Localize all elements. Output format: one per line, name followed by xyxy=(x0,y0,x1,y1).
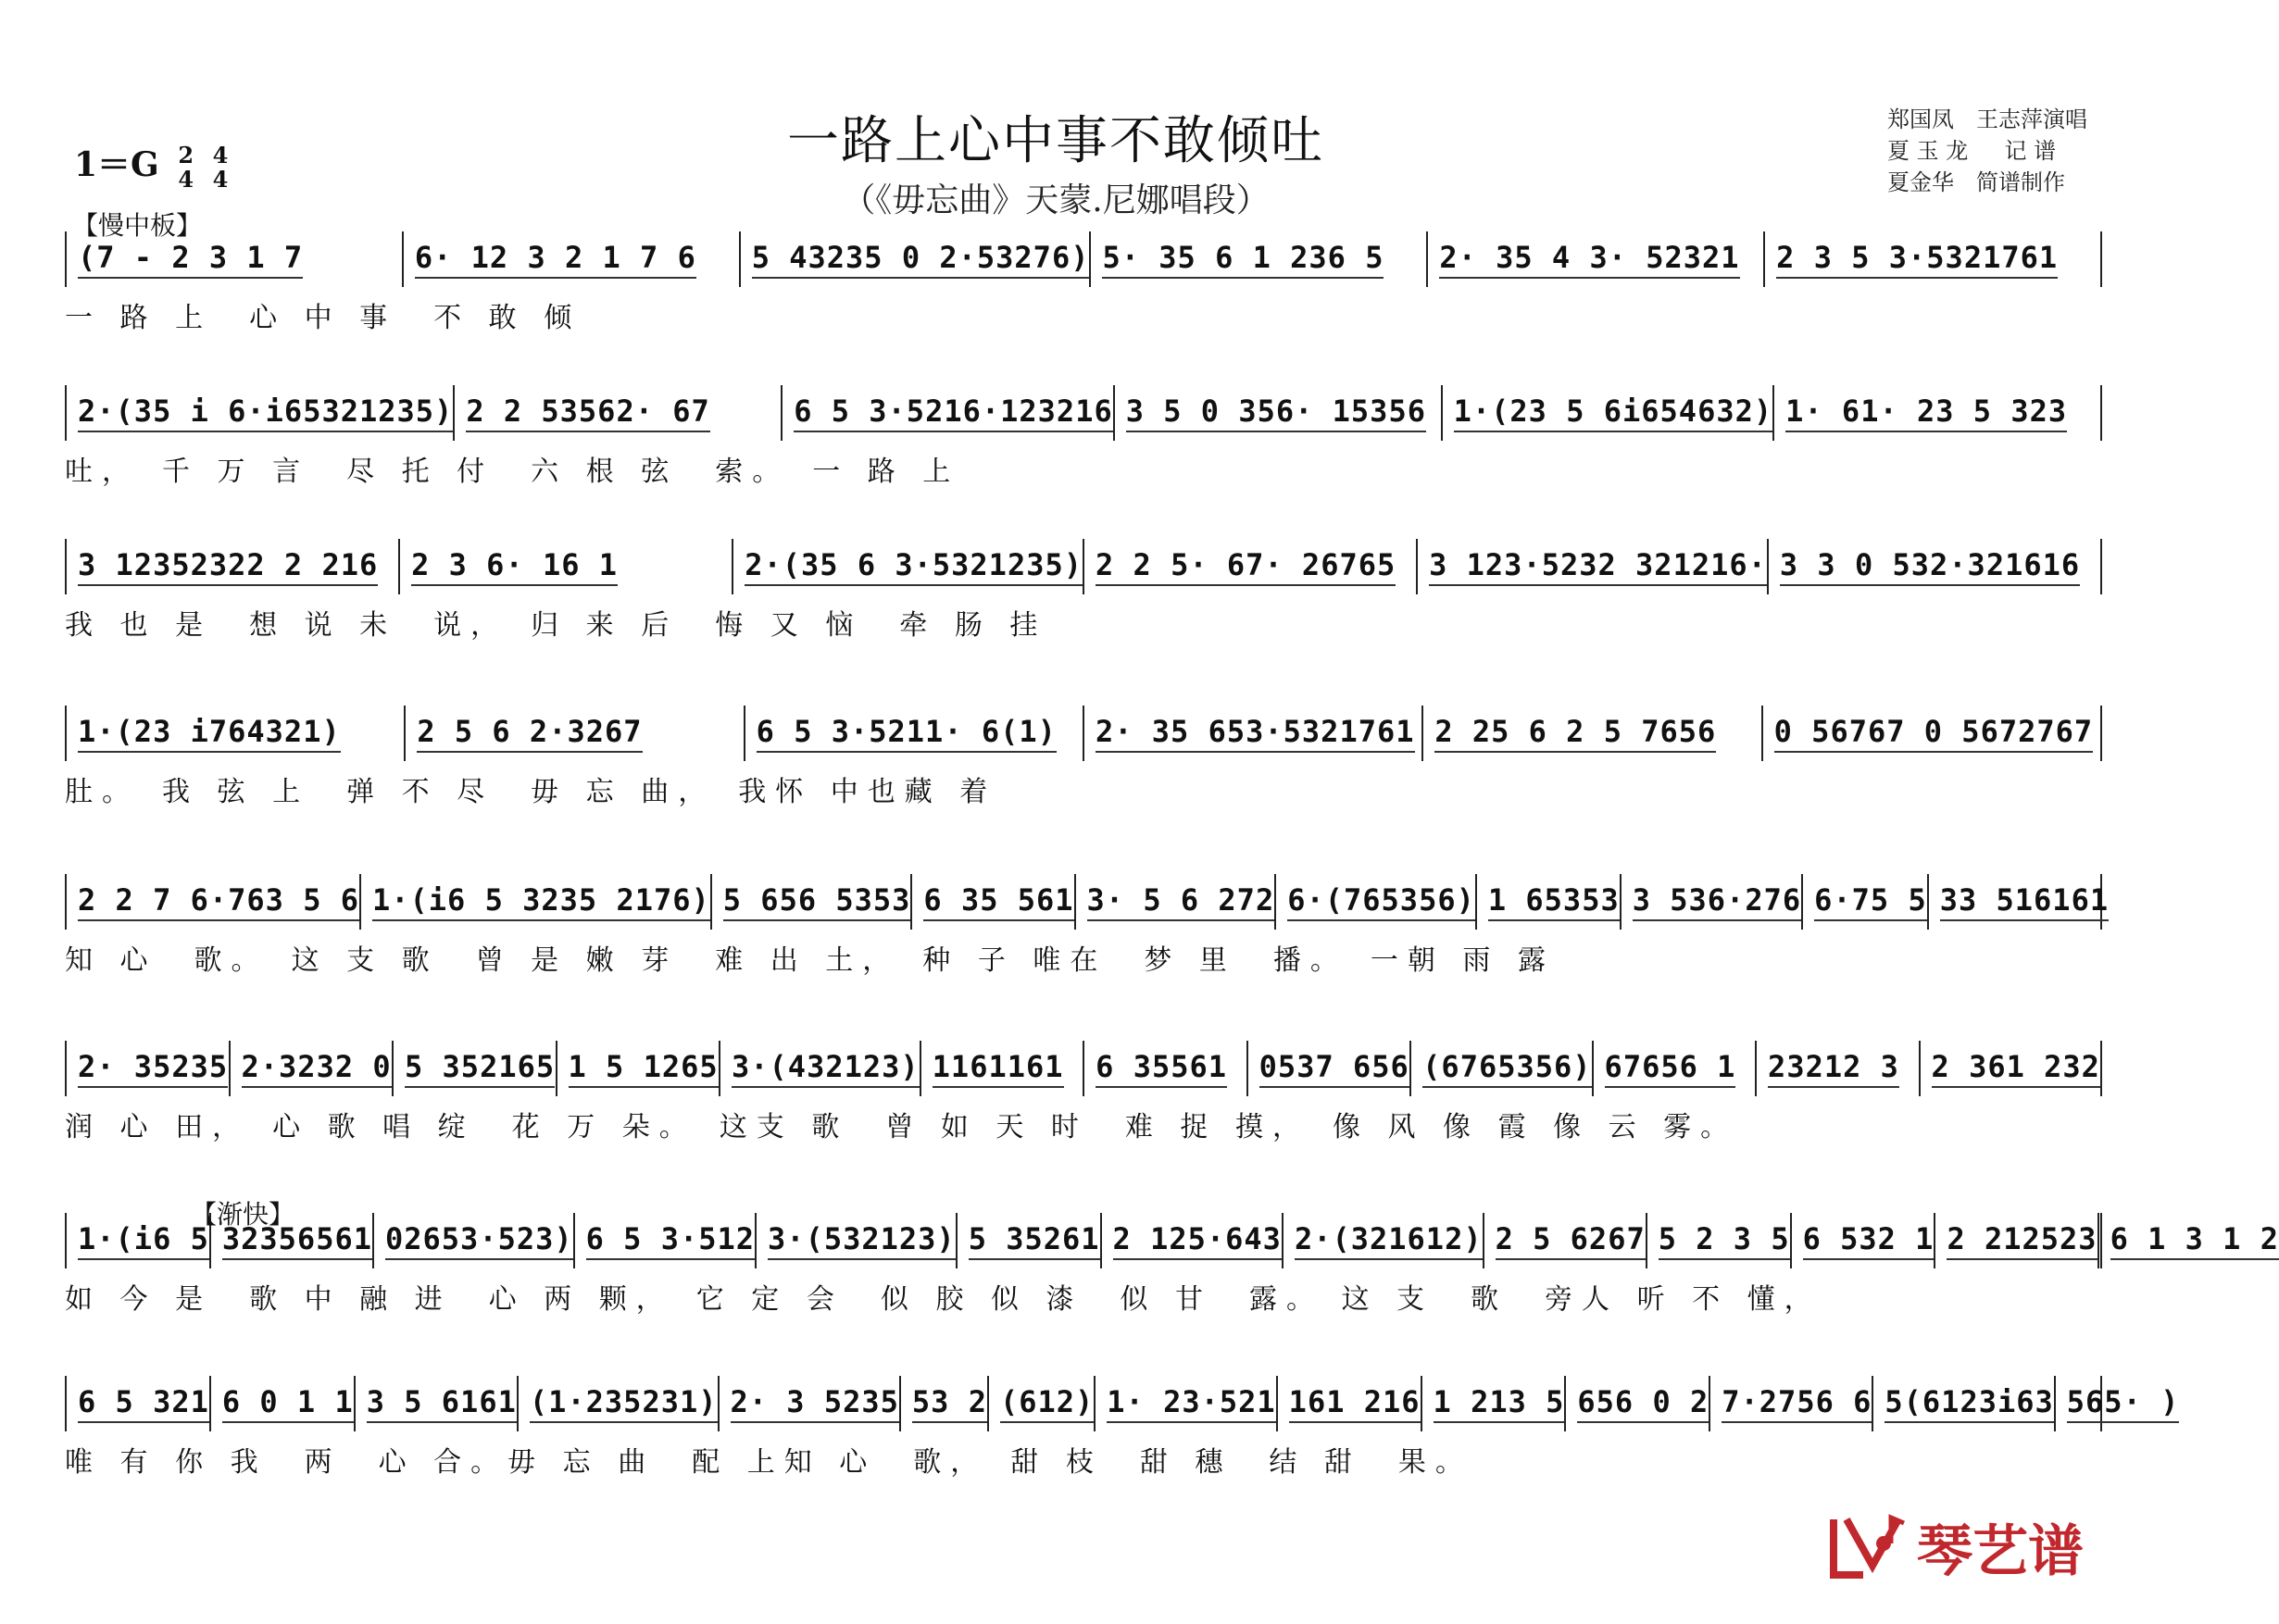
measure-notes: 6 0 1 1 xyxy=(222,1384,354,1423)
measure-notes: 1· 61· 23 5 323 xyxy=(1785,394,2067,432)
measure-notes: 6·75 5 xyxy=(1814,882,1927,921)
measure xyxy=(67,539,400,594)
measure-notes: (612) xyxy=(1000,1384,1094,1423)
time-signature-a: 2 4 xyxy=(178,142,194,193)
measure-notes: 5 35261 xyxy=(969,1221,1100,1260)
measure-notes: 2· 35235 xyxy=(78,1049,228,1088)
measure xyxy=(1873,1376,2055,1431)
measure-notes: 23212 3 xyxy=(1768,1049,1899,1088)
measure xyxy=(67,231,404,287)
measure xyxy=(1566,1376,1710,1431)
measure-notes: 2 3 5 3·5321761 xyxy=(1776,240,2058,279)
measure-notes: 2 5 6 2·3267 xyxy=(417,714,642,753)
measure xyxy=(1647,1213,1792,1268)
credit-line-singers: 郑国凤 王志萍演唱 xyxy=(1887,106,2087,132)
measure xyxy=(1757,1041,1921,1096)
measure xyxy=(1084,1041,1248,1096)
lyrics-line: 吐， 千 万 言 尽 托 付 六 根 弦 索。 一 路 上 xyxy=(65,456,960,488)
measure-notes: 67656 1 xyxy=(1605,1049,1736,1088)
measure-notes: 2· 35 653·5321761 xyxy=(1096,714,1415,753)
measure xyxy=(1091,231,1428,287)
measure xyxy=(1115,385,1443,441)
measure xyxy=(1428,231,1765,287)
measure xyxy=(1484,1213,1647,1268)
measure xyxy=(989,1376,1096,1431)
measure xyxy=(400,539,733,594)
measure xyxy=(958,1213,1102,1268)
time-signature-b: 4 4 xyxy=(212,142,229,193)
measure xyxy=(1084,539,1418,594)
measure-notes: 6 5 321 xyxy=(78,1384,209,1423)
measure-notes: 2 5 6267 xyxy=(1496,1221,1646,1260)
measure xyxy=(720,1376,901,1431)
measure xyxy=(757,1213,958,1268)
lyrics-line: 如 今 是 歌 中 融 进 心 两 颗， 它 定 会 似 胶 似 漆 似 甘 露。 这 支 歌 旁人 听 不 懂， xyxy=(65,1283,1822,1316)
lyrics-line: 我 也 是 想 说 未 说， 归 来 后 悔 又 恼 牵 肠 挂 xyxy=(65,609,1047,642)
measure-notes: (6765356) xyxy=(1422,1049,1591,1088)
measure xyxy=(2099,1213,2279,1268)
measure xyxy=(455,385,783,441)
tempo-marking: 【慢中板】 xyxy=(72,210,203,241)
measure xyxy=(361,874,712,930)
measure-notes: 1· 23·521 xyxy=(1107,1384,1275,1423)
measure-notes: 3 536·276 xyxy=(1633,882,1801,921)
score-system xyxy=(65,1376,2180,1515)
measure xyxy=(712,874,913,930)
site-logo xyxy=(1826,1507,2084,1587)
measure-notes: 6 5 3·512 xyxy=(586,1221,755,1260)
measure xyxy=(394,1041,557,1096)
measure xyxy=(745,706,1084,761)
measure xyxy=(1443,385,1775,441)
measure-notes: 1·(i6 5 xyxy=(78,1221,209,1260)
measure-notes: 6 532 1 xyxy=(1803,1221,1935,1260)
measure xyxy=(231,1041,394,1096)
measure-notes: 6 5 3·5211· 6(1) xyxy=(757,714,1057,753)
measure xyxy=(67,1041,231,1096)
measure-notes: 161 216 xyxy=(1289,1384,1421,1423)
measure-notes: 6 35561 xyxy=(1096,1049,1227,1088)
measure xyxy=(1278,1376,1422,1431)
score-system xyxy=(65,539,2102,678)
notation-line xyxy=(65,706,2102,761)
lyrics-line: 知 心 歌。 这 支 歌 曾 是 嫩 芽 难 出 土， 种 子 唯在 梦 里 播。 一朝 雨 露 xyxy=(65,944,1555,977)
measure xyxy=(67,1376,211,1431)
measure-notes: 32356561 xyxy=(222,1221,372,1260)
logo-text: 琴艺谱 xyxy=(1917,1519,2084,1584)
measure-notes: 5(6123i63 xyxy=(1885,1384,2053,1423)
measure-notes: 0 56767 0 5672767 xyxy=(1774,714,2094,753)
measure-notes: 5· 35 6 1 236 5 xyxy=(1102,240,1384,279)
measure-notes: 5 352165 xyxy=(405,1049,555,1088)
measure xyxy=(1418,539,1769,594)
measure xyxy=(1929,874,2109,930)
measure xyxy=(1248,1041,1412,1096)
measure xyxy=(2056,1376,2180,1431)
measure xyxy=(374,1213,575,1268)
measure-notes: 5 43235 0 2·53276) xyxy=(752,240,1090,279)
measure xyxy=(404,231,741,287)
measure-notes: 1·(23 i764321) xyxy=(78,714,341,753)
measure-notes: 1 213 5 xyxy=(1434,1384,1565,1423)
tempo-change-marking: 【渐快】 xyxy=(191,1199,295,1230)
measure-notes: 2·3232 0 xyxy=(242,1049,392,1088)
measure xyxy=(733,539,1084,594)
measure xyxy=(1774,385,2100,441)
page-title: 一路上心中事不敢倾吐 xyxy=(787,111,1324,171)
measure-notes: 3 3 0 532·321616 xyxy=(1780,547,2080,586)
measure-notes: 2 361 232 xyxy=(1932,1049,2100,1088)
measure-notes: 2 125·643 xyxy=(1113,1221,1282,1260)
measure-notes: 6 5 3·5216·123216 xyxy=(794,394,1113,432)
lyrics-line: 肚。 我 弦 上 弹 不 尽 毋 忘 曲， 我怀 中也藏 着 xyxy=(65,776,997,808)
measure-notes: 3 12352322 2 216 xyxy=(78,547,378,586)
measure xyxy=(67,1213,211,1268)
measure xyxy=(356,1376,519,1431)
score-system xyxy=(65,706,2102,844)
measure xyxy=(1763,706,2100,761)
measure xyxy=(1411,1041,1593,1096)
notation-line xyxy=(65,1041,2102,1096)
measure xyxy=(67,385,455,441)
measure-notes: 2 3 6· 16 1 xyxy=(411,547,618,586)
measure-notes: 2 25 6 2 5 7656 xyxy=(1434,714,1716,753)
measure xyxy=(1477,874,1622,930)
notation-line xyxy=(65,231,2102,287)
measure xyxy=(406,706,745,761)
measure-notes: 3·(532123) xyxy=(768,1221,956,1260)
measure xyxy=(1710,1376,1873,1431)
notation-line xyxy=(65,874,2110,930)
notation-line xyxy=(65,385,2102,441)
measure xyxy=(1096,1376,1277,1431)
measure-notes: 2· 35 4 3· 52321 xyxy=(1439,240,1739,279)
measure xyxy=(1276,874,1477,930)
measure xyxy=(575,1213,757,1268)
page-subtitle: （《毋忘曲》天蒙.尼娜唱段） xyxy=(842,181,1270,219)
measure-notes: 3 5 6161 xyxy=(367,1384,517,1423)
measure-notes: 1·(i6 5 3235 2176) xyxy=(372,882,710,921)
measure-notes: 0537 656 xyxy=(1259,1049,1409,1088)
score-system xyxy=(65,231,2102,370)
measure-notes: 3· 5 6 272 xyxy=(1087,882,1275,921)
measure-notes: 6· 12 3 2 1 7 6 xyxy=(415,240,696,279)
measure-notes: 6 35 561 xyxy=(923,882,1073,921)
key-text: 1＝G xyxy=(74,145,159,184)
measure-notes: (1·235231) xyxy=(530,1384,718,1423)
measure xyxy=(1102,1213,1284,1268)
measure xyxy=(1423,706,1762,761)
score-system xyxy=(65,385,2102,524)
measure xyxy=(901,1376,989,1431)
score-system xyxy=(65,874,2110,1013)
measure-notes: 33 516161 xyxy=(1940,882,2109,921)
lyrics-line: 唯 有 你 我 两 心 合。毋 忘 曲 配 上知 心 歌， 甜 枝 甜 穗 结 甜 果。 xyxy=(65,1446,1472,1479)
score-system xyxy=(65,1213,2279,1352)
measure xyxy=(67,706,406,761)
measure-notes: 2 2 53562· 67 xyxy=(466,394,709,432)
measure xyxy=(67,874,361,930)
measure-notes: 6 1 3 1 2 xyxy=(2110,1221,2279,1260)
score-system xyxy=(65,1041,2102,1180)
measure-notes: 1161161 xyxy=(933,1049,1064,1088)
measure xyxy=(741,231,1092,287)
measure xyxy=(1769,539,2100,594)
measure xyxy=(1792,1213,1936,1268)
measure-notes: 2 2 5· 67· 26765 xyxy=(1096,547,1396,586)
measure-notes: 6·(765356) xyxy=(1287,882,1475,921)
measure-notes: 565· ) xyxy=(2067,1384,2180,1423)
measure-notes: 7·2756 6 xyxy=(1722,1384,1872,1423)
measure-notes: 5 656 5353 xyxy=(723,882,911,921)
measure xyxy=(1284,1213,1484,1268)
measure-notes: 1·(23 5 6i654632) xyxy=(1454,394,1773,432)
measure xyxy=(1803,874,1929,930)
measure xyxy=(557,1041,721,1096)
lyrics-line: 一 路 上 心 中 事 不 敢 倾 xyxy=(65,302,582,334)
measure-notes: 2·(321612) xyxy=(1295,1221,1483,1260)
measure-notes: 3 5 0 356· 15356 xyxy=(1126,394,1426,432)
measure-notes: 2·(35 i 6·i65321235) xyxy=(78,394,453,432)
measure-notes: 02653·523) xyxy=(385,1221,573,1260)
notation-line xyxy=(65,1376,2180,1431)
notation-line xyxy=(65,539,2102,594)
measure-notes: 5 2 3 5 xyxy=(1659,1221,1790,1260)
measure xyxy=(1422,1376,1567,1431)
measure-notes: 2· 3 5235 xyxy=(731,1384,899,1423)
music-note-logo-icon xyxy=(1826,1510,1910,1584)
measure xyxy=(720,1041,921,1096)
notation-line xyxy=(65,1213,2279,1268)
measure xyxy=(519,1376,720,1431)
measure xyxy=(1594,1041,1758,1096)
measure xyxy=(921,1041,1085,1096)
measure xyxy=(1076,874,1277,930)
measure xyxy=(1622,874,1803,930)
measure xyxy=(1935,1213,2098,1268)
measure-notes: (7 - 2 3 1 7 xyxy=(78,240,303,279)
measure xyxy=(1765,231,2100,287)
key-signature xyxy=(74,139,228,192)
measure-notes: 3 123·5232 321216· xyxy=(1429,547,1767,586)
measure-notes: 2·(35 6 3·5321235) xyxy=(745,547,1083,586)
measure-notes: 3·(432123) xyxy=(732,1049,920,1088)
measure-notes: 1 5 1265 xyxy=(569,1049,719,1088)
measure-notes: 1 65353 xyxy=(1488,882,1620,921)
lyrics-line: 润 心 田， 心 歌 唱 绽 花 万 朵。 这支 歌 曾 如 天 时 难 捉 摸， 像 风 像 霞 像 云 雾。 xyxy=(65,1111,1738,1143)
measure xyxy=(211,1376,356,1431)
measure-notes: 2 212523 xyxy=(1947,1221,2097,1260)
credits xyxy=(1887,104,2087,198)
measure xyxy=(1084,706,1423,761)
measure xyxy=(1921,1041,2100,1096)
measure-notes: 656 0 2 xyxy=(1577,1384,1709,1423)
measure xyxy=(912,874,1075,930)
credit-line-transcriber: 夏 玉 龙 记 谱 xyxy=(1887,138,2057,164)
measure-notes: 2 2 7 6·763 5 6 xyxy=(78,882,359,921)
measure xyxy=(783,385,1115,441)
credit-line-producer: 夏金华 简谱制作 xyxy=(1887,169,2065,195)
measure-notes: 53 2 xyxy=(912,1384,987,1423)
